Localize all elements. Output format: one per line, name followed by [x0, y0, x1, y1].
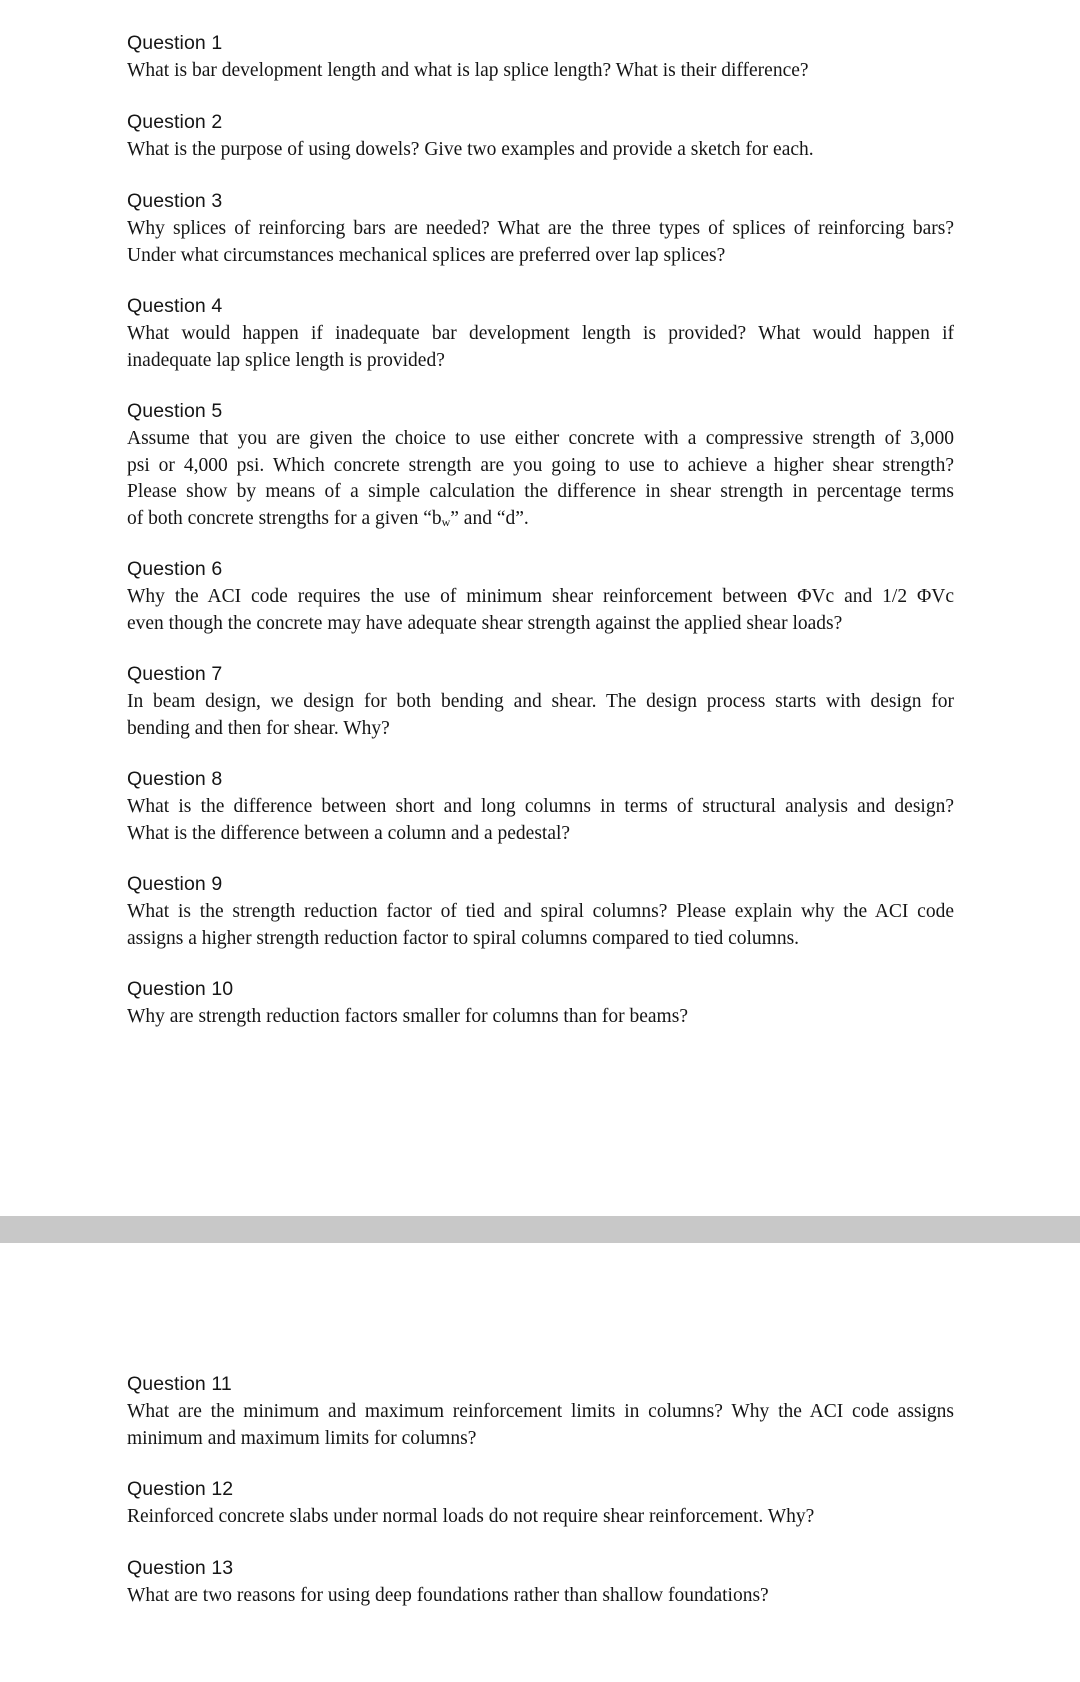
question-title: Question 5	[127, 400, 223, 422]
question-line: Under what circumstances mechanical splices are preferred over lap splices?	[127, 244, 726, 266]
question-text	[127, 1583, 954, 1610]
question-line: What is the strength reduction factor of tied and spiral columns? Please explain why the ACI code	[127, 901, 954, 922]
question-line: minimum and maximum limits for columns?	[127, 1427, 477, 1449]
question-10	[127, 977, 954, 1031]
document-page-2	[0, 1243, 1080, 1682]
question-text	[127, 58, 954, 85]
question-title: Question 3	[127, 190, 223, 212]
question-line: assigns a higher strength reduction factor to spiral columns compared to tied columns.	[127, 927, 800, 949]
question-title: Question 11	[127, 1373, 232, 1395]
question-line: inadequate lap splice length is provided?	[127, 349, 445, 371]
question-text	[127, 689, 954, 742]
question-11	[127, 1372, 954, 1452]
question-text	[127, 321, 954, 374]
question-line: even though the concrete may have adequate shear strength against the applied shear loads?	[127, 612, 843, 634]
question-text	[127, 899, 954, 952]
question-title: Question 13	[127, 1557, 234, 1579]
question-title: Question 12	[127, 1478, 234, 1500]
question-9	[127, 872, 954, 952]
question-title: Question 4	[127, 295, 223, 317]
subscript-w: w	[441, 514, 451, 529]
question-13	[127, 1556, 954, 1610]
question-line: What are the minimum and maximum reinforcement limits in columns? Why the ACI code assigns	[127, 1401, 954, 1422]
question-line: Why the ACI code requires the use of minimum shear reinforcement between ΦVc and 1/2 ΦVc	[127, 586, 954, 607]
question-line: What is bar development length and what is lap splice length? What is their difference?	[127, 60, 809, 81]
question-line: Reinforced concrete slabs under normal loads do not require shear reinforcement. Why?	[127, 1506, 815, 1527]
question-3	[127, 189, 954, 269]
question-line: What are two reasons for using deep foundations rather than shallow foundations?	[127, 1585, 769, 1606]
question-line: bending and then for shear. Why?	[127, 717, 390, 739]
question-line	[127, 506, 954, 536]
question-text	[127, 137, 954, 164]
question-line: What is the difference between short and long columns in terms of structural analysis and design?	[127, 796, 954, 817]
question-line: Why are strength reduction factors smaller for columns than for beams?	[127, 1006, 688, 1027]
question-line: What would happen if inadequate bar development length is provided? What would happen if	[127, 323, 954, 344]
question-1	[127, 31, 954, 85]
question-text	[127, 426, 954, 535]
question-line: Why splices of reinforcing bars are needed? What are the three types of splices of reinforcing bars?	[127, 218, 954, 239]
question-text	[127, 216, 954, 269]
question-line: What is the purpose of using dowels? Give two examples and provide a sketch for each.	[127, 139, 814, 160]
question-title: Question 2	[127, 111, 223, 133]
question-line: Assume that you are given the choice to use either concrete with a compressive strength of 3,000	[127, 428, 954, 449]
question-title: Question 8	[127, 768, 223, 790]
question-line: In beam design, we design for both bending and shear. The design process starts with design for	[127, 691, 954, 712]
question-line: Please show by means of a simple calculation the difference in shear strength in percentage terms	[127, 481, 954, 502]
question-12	[127, 1477, 954, 1531]
question-line-text: of both concrete strengths for a given “b	[127, 507, 442, 529]
question-8	[127, 767, 954, 847]
question-5	[127, 399, 954, 535]
question-2	[127, 110, 954, 164]
question-text	[127, 1399, 954, 1452]
question-line-text: ” and “d”.	[450, 507, 529, 529]
question-line: What is the difference between a column and a pedestal?	[127, 822, 571, 844]
question-title: Question 10	[127, 978, 234, 1000]
question-7	[127, 662, 954, 742]
question-line: psi or 4,000 psi. Which concrete strength are you going to use to achieve a higher shear strength?	[127, 454, 954, 476]
question-text	[127, 794, 954, 847]
question-4	[127, 294, 954, 374]
question-title: Question 1	[127, 32, 223, 54]
question-text	[127, 1004, 954, 1031]
question-title: Question 7	[127, 663, 223, 685]
question-text	[127, 584, 954, 637]
question-title: Question 6	[127, 558, 223, 580]
question-title: Question 9	[127, 873, 223, 895]
page-separator	[0, 1216, 1080, 1243]
question-6	[127, 557, 954, 637]
question-text	[127, 1504, 954, 1531]
